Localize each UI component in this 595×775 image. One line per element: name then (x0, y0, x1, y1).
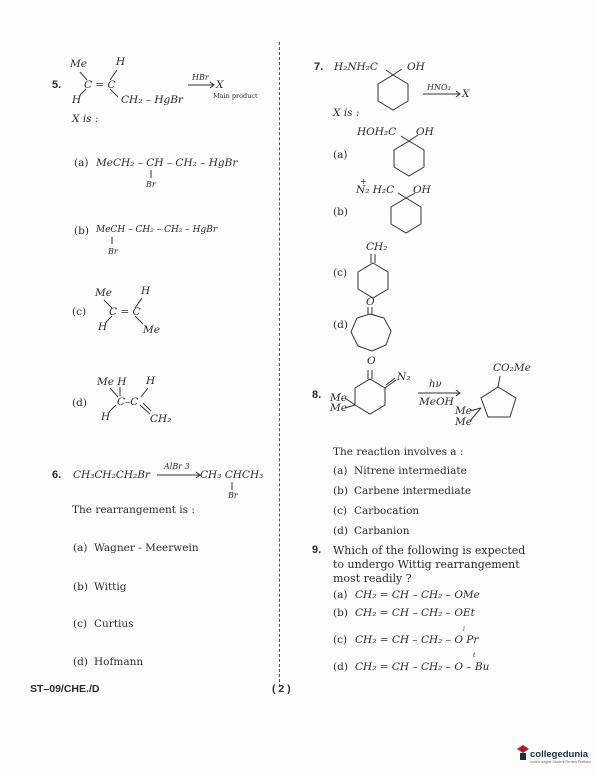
label-co2me: CO₂Me (493, 362, 531, 374)
question-number: 8. (312, 389, 322, 401)
logo-tagline: India's largest Student Review Platform (530, 760, 591, 764)
label-me: Me (330, 402, 347, 414)
label-me: Me (143, 324, 160, 336)
reactant: CH₃CH₂CH₂Br (73, 469, 150, 481)
option-text: Wittig (94, 581, 127, 593)
charge: + (360, 177, 367, 186)
option-label: (b) (333, 206, 348, 218)
label-oh: OH (413, 184, 431, 196)
option-text: Wagner - Meerwein (94, 542, 199, 554)
label-c-c: C–C (117, 396, 139, 408)
isomer-mark: t (473, 652, 476, 659)
label-h2: H (72, 94, 82, 106)
option-a-br: Br (146, 180, 156, 189)
option-label: (a) (333, 465, 348, 477)
isomer-mark: i (463, 626, 465, 633)
label-me-h: Me H (97, 376, 127, 388)
option-text: Nitrene intermediate (354, 465, 467, 477)
main-product-note: Main product (213, 92, 258, 100)
option-text: CH₂ = CH – CH₂ – OEt (355, 607, 475, 619)
option-text: Carbanion (354, 525, 410, 537)
label-me: Me (455, 405, 472, 417)
substituent: H₂NH₂C (334, 61, 378, 73)
option-label: (b) (333, 607, 348, 619)
label-h: H (141, 285, 151, 297)
option-a-formula: MeCH₂ – CH – CH₂ – HgBr (96, 157, 238, 169)
option-label: (c) (72, 306, 87, 318)
logo-text: collegedunia (530, 749, 589, 760)
option-text: Hofmann (94, 656, 144, 668)
option-label: (a) (333, 589, 348, 601)
question-number: 9. (312, 544, 322, 556)
label-o: O (367, 355, 376, 367)
option-label: (c) (333, 505, 348, 517)
label-me: Me (330, 392, 347, 404)
option-label: (d) (72, 397, 87, 409)
product: X (462, 88, 470, 100)
label-c-eq-c: C = C (84, 79, 116, 91)
option-text: CH₂ = CH – CH₂ – O – Bu (355, 661, 490, 673)
product-br: Br (228, 491, 238, 500)
reagent: HBr (192, 73, 209, 82)
option-label: (b) (333, 485, 348, 497)
substituent: N₂ H₂C (356, 184, 395, 196)
question-number: 5. (52, 79, 62, 91)
reagent: hν (429, 379, 442, 390)
option-b-br: Br (108, 247, 118, 256)
label-c-eq-c: C = C (109, 306, 141, 318)
x-is: X is : (72, 113, 99, 125)
label-h: H (98, 321, 108, 333)
paper-code: ST–09/CHE./D (30, 683, 100, 695)
option-label: (b) (74, 225, 89, 237)
label-n2: N₂ (397, 371, 411, 383)
page-number: ( 2 ) (272, 683, 291, 695)
label-me: Me (95, 287, 112, 299)
option-text: CH₂ = CH – CH₂ – O Pr (355, 634, 479, 646)
option-label: (a) (333, 149, 348, 161)
label-o: O (366, 296, 375, 308)
collegedunia-logo-icon (517, 745, 529, 761)
option-label: (d) (333, 525, 348, 537)
reagent: AlBr 3 (164, 462, 190, 471)
label-h: H (116, 56, 126, 68)
option-label: (d) (73, 656, 88, 668)
question-stem: The rearrangement is : (72, 504, 195, 516)
label-me: Me (70, 58, 87, 70)
question-stem: to undergo Wittig rearrangement (333, 558, 520, 571)
option-label: (d) (333, 319, 348, 331)
option-label: (a) (73, 542, 88, 554)
option-text: Carbocation (354, 505, 420, 517)
reagent: MeOH (419, 396, 454, 408)
label-ch2hgbr: CH₂ – HgBr (121, 94, 183, 106)
reagent: HNO₂ (427, 83, 451, 92)
option-text: CH₂ = CH – CH₂ – OMe (355, 589, 480, 601)
option-text: Carbene intermediate (354, 485, 472, 497)
label-oh: OH (416, 126, 434, 138)
product: X (216, 79, 224, 91)
label-h: H (101, 411, 111, 423)
question-stem: Which of the following is expected (333, 544, 526, 557)
label-me: Me (455, 416, 472, 428)
label-oh: OH (407, 61, 425, 73)
x-is: X is : (333, 107, 360, 119)
option-text: Curtius (94, 618, 134, 630)
label-ch2: CH₂ (366, 241, 388, 253)
option-label: (c) (333, 267, 348, 279)
question-number: 6. (52, 469, 62, 481)
option-label: (c) (73, 618, 88, 630)
option-b-formula: MeCH – CH₂ – CH₂ – HgBr (96, 225, 218, 235)
option-label: (c) (333, 634, 348, 646)
question-stem: The reaction involves a : (333, 446, 464, 458)
option-label: (d) (333, 661, 348, 673)
label-h: H (146, 375, 156, 387)
question-stem: most readily ? (333, 572, 412, 585)
option-label: (b) (73, 581, 88, 593)
product: CH₃ CHCH₃ (200, 469, 264, 481)
substituent: HOH₂C (357, 126, 397, 138)
label-ch2: CH₂ (150, 413, 172, 425)
option-label: (a) (74, 157, 89, 169)
question-number: 7. (314, 61, 324, 73)
